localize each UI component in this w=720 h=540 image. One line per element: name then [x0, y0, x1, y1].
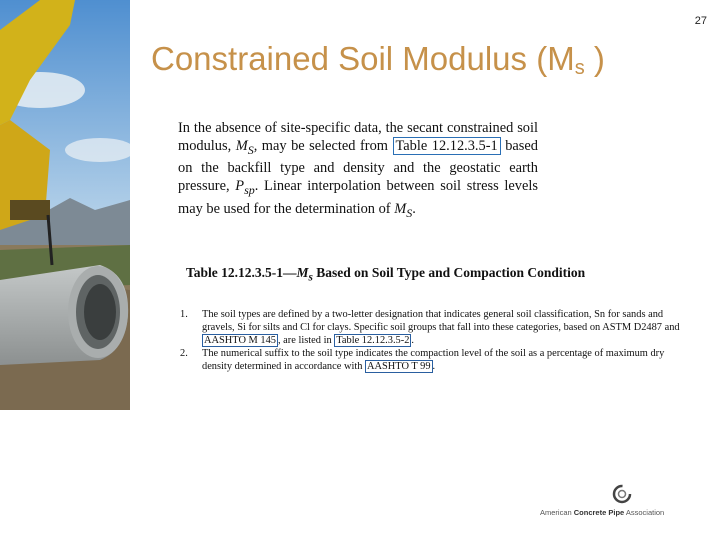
note-number: 2.: [180, 348, 188, 359]
logo-bold: Concrete Pipe: [573, 508, 625, 517]
ms-letter: M: [235, 138, 248, 155]
note-number: 1.: [180, 309, 188, 320]
caption-suffix: Based on Soil Type and Compaction Condition: [312, 265, 586, 280]
logo-text: [540, 508, 664, 517]
aashto-t99-link[interactable]: AASHTO T 99: [367, 361, 431, 372]
caption-prefix: Table 12.12.3.5-1—: [186, 265, 297, 280]
note-segment: .: [432, 361, 436, 372]
logo-suffix: Association: [624, 508, 665, 517]
note-text: [202, 308, 688, 347]
paragraph-text: . Linear interpolation between soil stress levels may be used for the determination of: [178, 178, 538, 217]
paragraph-text: , may be selected from: [253, 138, 393, 155]
caption-ms-letter: M: [296, 265, 309, 280]
ms-subscript: S: [406, 205, 413, 220]
psp-letter: P: [235, 178, 245, 195]
ms-letter: M: [394, 200, 407, 217]
psp-subscript: sp: [244, 183, 255, 198]
aashto-m145-link[interactable]: AASHTO M 145: [204, 335, 276, 346]
caption-ms-subscript: s: [308, 271, 313, 284]
note-item: [180, 347, 688, 373]
table-notes: [180, 308, 688, 373]
slide-number: 27: [694, 15, 707, 27]
slide-title: [151, 40, 605, 80]
excavator-pipe-photo: [0, 0, 130, 410]
paragraph-text: .: [412, 200, 416, 217]
title-close: ): [584, 40, 605, 77]
psp-symbol: [235, 178, 255, 198]
acpa-logo-icon: [612, 484, 632, 504]
table-12-12-3-5-2-link[interactable]: Table 12.12.3.5-2: [336, 335, 410, 346]
note-segment: The numerical suffix to the soil type indicates the compaction level of the soil as a percentage of maximum dry density determined in accordance with: [202, 348, 665, 372]
logo-prefix: American: [540, 508, 574, 517]
title-subscript: s: [574, 57, 585, 79]
acpa-logo: [540, 484, 700, 520]
ms-subscript: S: [247, 143, 254, 158]
table-caption: [186, 265, 585, 284]
ms-symbol: [235, 138, 254, 158]
caption-ms-symbol: [296, 265, 313, 284]
paragraph-text: In the absence of site-specific data, the secant constrained soil modulus,: [178, 120, 538, 155]
intro-paragraph: [178, 119, 538, 222]
table-reference-link[interactable]: Table 12.12.3.5-1: [393, 137, 501, 155]
note-segment: The soil types are defined by a two-letter designation that indicates general soil classification, Sn for sands and gravels, Si for silts and Cl for clays. Specific soil groups that fall into these categories, based on ASTM D2487 and: [202, 309, 680, 333]
note-segment: .: [411, 335, 415, 346]
note-item: [180, 308, 688, 347]
note-text: [202, 347, 688, 373]
paragraph-text: based on the backfill type and density and the geostatic earth pressure,: [178, 138, 538, 195]
title-text: Constrained Soil Modulus (M: [151, 40, 575, 77]
ms-symbol: [394, 200, 413, 220]
note-segment: , are listed in: [277, 335, 335, 346]
